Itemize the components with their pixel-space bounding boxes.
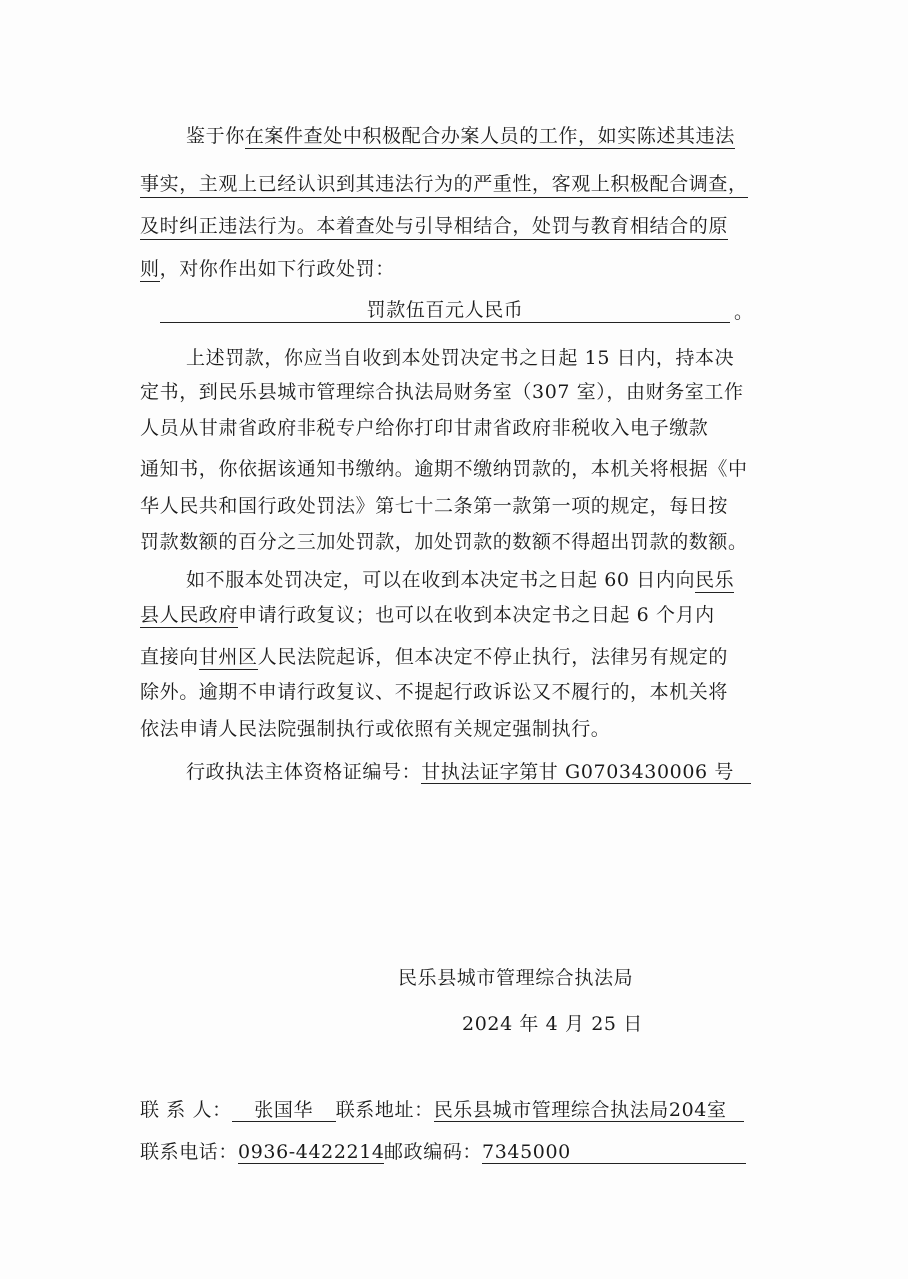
paragraph-3-line-1 [186,568,734,592]
paragraph-3-line-3 [140,645,728,669]
paragraph-2-line-3: 人员从甘肃省政府非税专户给你打印甘肃省政府非税收入电子缴款 [140,417,709,439]
contact-line-1 [140,1098,744,1122]
certificate-line [186,760,751,784]
contact-person-label: 联 系 人： [140,1099,232,1121]
underlined-text: 在案件查处中积极配合办案人员的工作，如实陈述其违法 [244,125,735,147]
contact-line-2 [140,1140,746,1164]
contact-phone-label: 联系电话： [140,1141,239,1163]
paragraph-1-line-2: 事实，主观上已经认识到其违法行为的严重性，客观上积极配合调查， [140,172,748,198]
underlined-text: 民乐 [695,569,735,591]
paragraph-2-line-5: 华人民共和国行政处罚法》第七十二条第一款第一项的规定，每日按 [140,495,729,517]
paragraph-3-line-5: 依法申请人民法院强制执行或依照有关规定强制执行。 [140,718,611,740]
paragraph-1-line-3: 及时纠正违法行为。本着查处与引导相结合，处罚与教育相结合的原 [140,214,728,240]
paragraph-1-line-4 [140,257,395,281]
text-segment: 如不服本处罚决定，可以在收到本决定书之日起 60 日内向 [186,569,696,591]
paragraph-1-line-1 [186,124,735,148]
contact-postal-label: 邮政编码： [384,1141,483,1163]
penalty-field: 罚款伍百元人民币 [160,298,730,323]
contact-address-value: 民乐县城市管理综合执法局204室 [434,1099,744,1122]
underlined-text: 县人民政府 [140,604,239,626]
text-segment: 申请行政复议；也可以在收到本决定书之日起 6 个月内 [238,604,715,626]
paragraph-3-line-2 [140,603,715,627]
penalty-period: 。 [734,301,754,323]
contact-postal-value: 7345000 [482,1141,746,1164]
underlined-text: 则 [140,258,160,280]
issuing-organization: 民乐县城市管理综合执法局 [398,967,634,989]
paragraph-2-line-6: 罚款数额的百分之三加处罚款，加处罚款的数额不得超出罚款的数额。 [140,531,748,553]
contact-address-label: 联系地址： [335,1099,434,1121]
text-segment: ，对你作出如下行政处罚： [159,258,395,280]
certificate-number: 甘执法证字第甘 G0703430006 号 [421,761,751,784]
paragraph-2-line-2: 定书，到民乐县城市管理综合执法局财务室（307 室），由财务室工作 [140,381,744,403]
paragraph-2-line-4: 通知书，你依据该通知书缴纳。逾期不缴纳罚款的，本机关将根据《中 [140,458,748,480]
text-segment: 人民法院起诉，但本决定不停止执行，法律另有规定的 [257,646,729,668]
paragraph-3-line-4: 除外。逾期不申请行政复议、不提起行政诉讼又不履行的，本机关将 [140,681,729,703]
paragraph-2-line-1: 上述罚款，你应当自收到本处罚决定书之日起 15 日内，持本决 [186,347,735,369]
text-segment: 直接向 [140,646,199,668]
contact-phone-value: 0936-4422214 [238,1141,385,1163]
text-segment: 鉴于你 [186,125,245,147]
issue-date: 2024 年 4 月 25 日 [462,1013,643,1035]
contact-person-value: 张国华 [232,1099,336,1122]
underlined-text: 甘州区 [198,646,258,668]
certificate-label: 行政执法主体资格证编号： [186,761,422,783]
